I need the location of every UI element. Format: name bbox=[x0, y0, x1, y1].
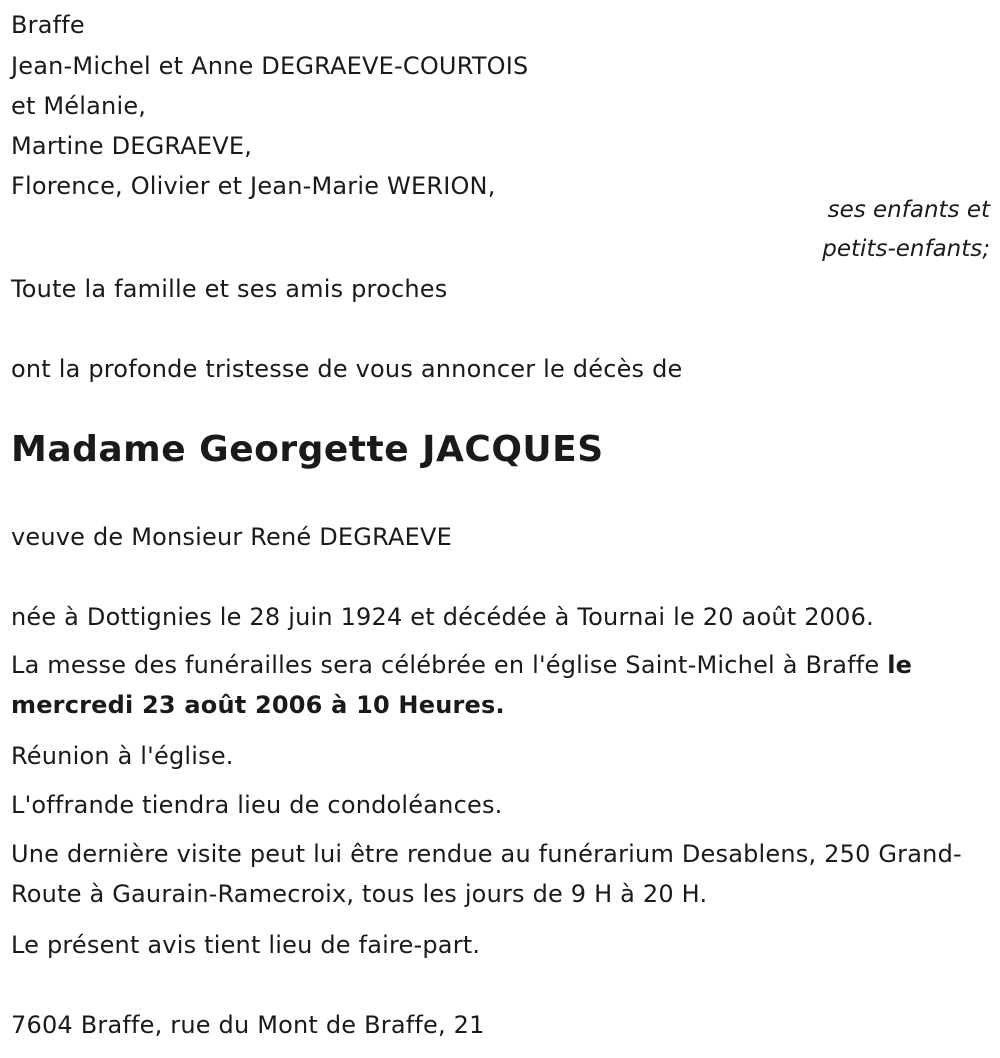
family-line-2: Jean-Michel et Anne DEGRAEVE-COURTOIS bbox=[11, 52, 529, 80]
announcement-line: ont la profonde tristesse de vous annoncer le décès de bbox=[11, 355, 683, 383]
family-line-3: et Mélanie, bbox=[11, 92, 147, 120]
widow-of-line: veuve de Monsieur René DEGRAEVE bbox=[11, 523, 452, 551]
birth-death-line: née à Dottignies le 28 juin 1924 et décédée à Tournai le 20 août 2006. bbox=[11, 603, 874, 631]
family-line-4: Martine DEGRAEVE, bbox=[11, 132, 253, 160]
mass-date: le mercredi 23 août 2006 à 10 Heures. bbox=[11, 651, 913, 719]
relation-line-1: ses enfants et bbox=[827, 197, 990, 223]
visit-paragraph: Une dernière visite peut lui être rendue au funérarium Desablens, 250 Grand-Route à Gaurain-Ramecroix, tous les jours de 9 H à 20 H. bbox=[11, 840, 962, 908]
family-line-1: Braffe bbox=[11, 11, 85, 39]
address-line: 7604 Braffe, rue du Mont de Braffe, 21 bbox=[11, 1011, 485, 1039]
family-line-5: Florence, Olivier et Jean-Marie WERION, bbox=[11, 172, 496, 200]
others-line: Toute la famille et ses amis proches bbox=[11, 275, 448, 303]
notice-line: Le présent avis tient lieu de faire-part. bbox=[11, 931, 481, 959]
relation-line-2: petits-enfants; bbox=[822, 236, 990, 262]
mass-text: La messe des funérailles sera célébrée en l'église Saint-Michel à Braffe bbox=[11, 651, 888, 679]
deceased-name: Madame Georgette JACQUES bbox=[11, 429, 604, 470]
mass-paragraph bbox=[11, 645, 996, 725]
gathering-line: Réunion à l'église. bbox=[11, 742, 234, 770]
offering-line: L'offrande tiendra lieu de condoléances. bbox=[11, 791, 503, 819]
